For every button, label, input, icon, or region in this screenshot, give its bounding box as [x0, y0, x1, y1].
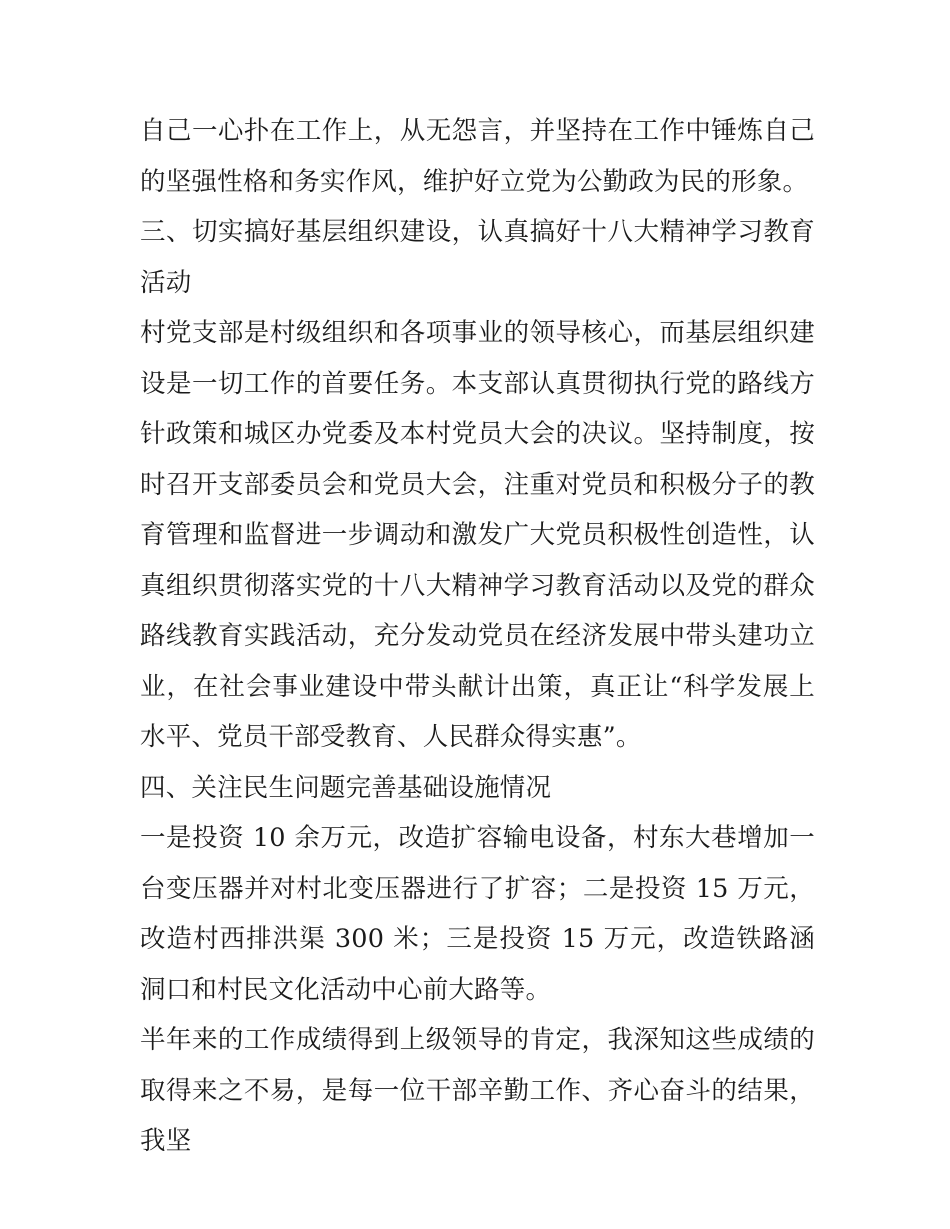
section-heading-three: 三、切实搞好基层组织建设，认真搞好十八大精神学习教育活动	[140, 217, 815, 298]
paragraph-organization-building: 村党支部是村级组织和各项事业的领导核心，而基层组织建设是一切工作的首要任务。本支部认真贯彻执行党的路线方针政策和城区办党委及本村党员大会的决议。坚持制度，按时召开支部委员会和党员大会，注重对党员和积极分子的教育管理和监督进一步调动和激发广大党员积极性创造性，认真组织贯彻落实党的十八大精神学习教育活动以及党的群众路线教育实践活动，充分发动党员在经济发展中带头建功立业，在社会事业建设中带头献计出策，真正让“科学发展上水平、党员干部受教育、人民群众得实惠”。	[140, 318, 815, 752]
document-body	[140, 106, 815, 1167]
paragraph-infrastructure: 一是投资 10 余万元，改造扩容输电设备，村东大巷增加一台变压器并对村北变压器进行了扩容；二是投资 15 万元，改造村西排洪渠 300 米；三是投资 15 万元，改造铁路涵洞口和村民文化活动中心前大路等。	[140, 823, 815, 1005]
paragraph-work-attitude: 自己一心扑在工作上，从无怨言，并坚持在工作中锤炼自己的坚强性格和务实作风，维护好立党为公勤政为民的形象。	[140, 116, 815, 197]
section-heading-four: 四、关注民生问题完善基础设施情况	[140, 772, 552, 803]
paragraph-summary: 半年来的工作成绩得到上级领导的肯定，我深知这些成绩的取得来之不易，是每一位干部辛勤工作、齐心奋斗的结果，我坚	[140, 1025, 815, 1156]
